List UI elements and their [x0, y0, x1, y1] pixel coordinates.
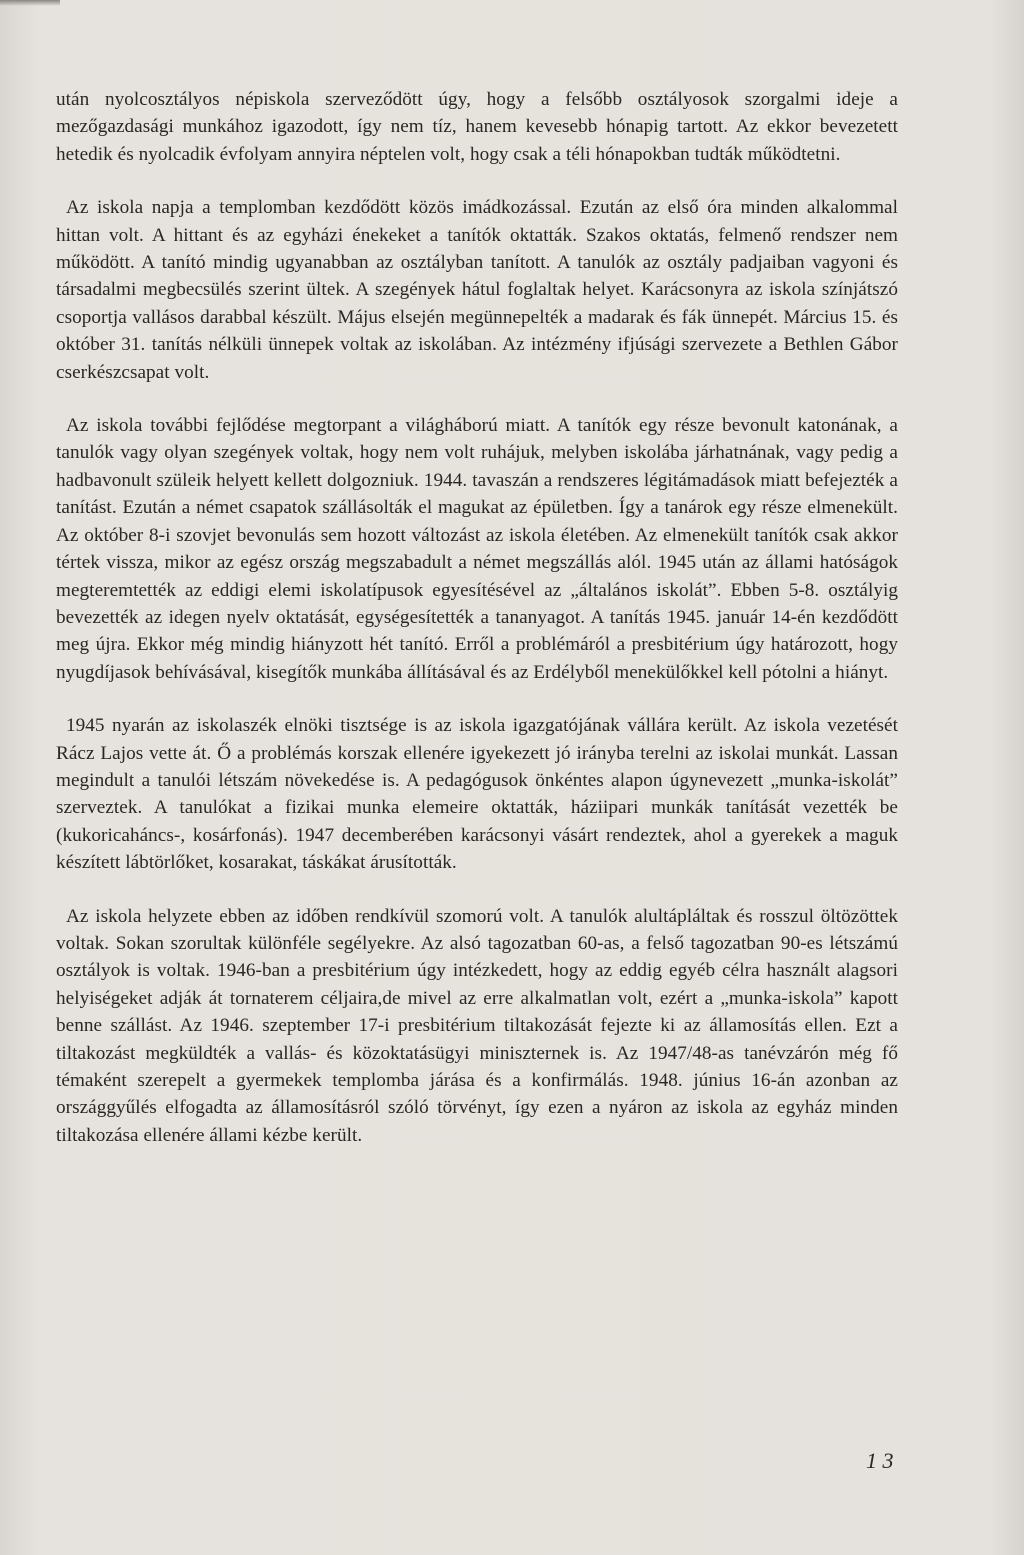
paragraph-school-day: Az iskola napja a templomban kezdődött közös imádkozással. Ezután az első óra minden alkalommal hittan volt. A hittant és az egyházi énekeket a tanítók oktatták. Szakos oktatás, felmenő rendszer nem működött. A tanító mindig ugyanabban az osztályban tanított. A tanulók az osztály padjaiban vagyoni és társadalmi megbecsülés szerint ültek. A szegények hátul foglaltak helyet. Karácsonyra az iskola színjátszó csoportja vallásos darabbal készült. Május elsején megünnepelték a madarak és fák ünnepét. Március 15. és október 31. tanítás nélküli ünnepek voltak az iskolában. Az intézmény ifjúsági szervezete a Bethlen Gábor cserkészcsapat volt. [56, 197, 898, 383]
paragraph-school-situation: Az iskola helyzete ebben az időben rendkívül szomorú volt. A tanulók alultápláltak és rosszul öltözöttek voltak. Sokan szorultak különféle segélyekre. Az alsó tagozatban 60-as, a felső tagozatban 90-es létszámú osztályok is voltak. 1946-ban a presbitérium úgy intézkedett, hogy az eddig egyéb célra használt alagsori helyiségeket adják át tornaterem céljaira,de mivel az erre alkalmatlan volt, ezért a „munka-iskola” kapott benne szállást. Az 1946. szeptember 17-i presbitérium tiltakozását fejezte ki az államosítás ellen. Ezt a tiltakozást megküldték a vallás- és közoktatásügyi miniszternek is. Az 1947/48-as tanévzárón még fő témaként szerepelt a gyermekek templomba járása és a konfirmálás. 1948. június 16-án azonban az országgyűlés elfogadta az államosításról szóló törvényt, így ezen a nyáron az iskola az egyház minden tiltakozása ellenére állami kézbe került. [56, 905, 898, 1146]
paragraph-gap [56, 386, 898, 412]
paragraph-gap [56, 877, 898, 903]
paragraph-gap [56, 686, 898, 712]
page-number: 1 3 [866, 1448, 894, 1473]
paragraph-gap [56, 168, 898, 194]
paragraph-war-years: Az iskola további fejlődése megtorpant a világháború miatt. A tanítók egy része bevonult katonának, a tanulók vagy olyan szegények voltak, hogy nem volt ruhájuk, melyben iskolába járhatnának, vagy pedig a hadbavonult szüleik helyett kellett dolgozniuk. 1944. tavaszán a rendszeres légitámadások miatt befejezték a tanítást. Ezután a német csapatok szállásolták el magukat az épületben. Így a tanárok egy része elmenekült. Az október 8-i szovjet bevonulás sem hozott változást az iskola életében. Az elmenekült tanítók csak akkor tértek vissza, mikor az egész ország megszabadult a német megszállás alól. 1945 után az állami hatóságok megteremtették az eddigi elemi iskolatípusok egyesítésével az „általános iskolát”. Ebben 5-8. osztályig bevezették az idegen nyelv oktatását, egységesítették a tananyagot. A tanítás 1945. január 14-én kezdődött meg újra. Ekkor még mindig hiányzott hét tanító. Erről a problémáról a presbitérium úgy határozott, hogy nyugdíjasok behívásával, kisegítők munkába állításával és az Erdélyből menekülőkkel kell pótolni a hiányt. [56, 415, 898, 683]
binding-shadow [0, 0, 60, 6]
paragraph-1945-summer: 1945 nyarán az iskolaszék elnöki tisztsége is az iskola igazgatójának vállára került. Az iskola vezetését Rácz Lajos vette át. Ő a problémás korszak ellenére igyekezett jó irányba terelni az iskolai munkát. Lassan megindult a tanulói létszám növekedése is. A pedagógusok önkéntes alapon úgynevezett „munka-iskolát” szerveztek. A tanulókat a fizikai munka elemeire oktatták, háziipari munkák tanítását vezették be (kukoricaháncs-, kosárfonás). 1947 decemberében karácsonyi vásárt rendeztek, ahol a gyerekek a maguk készített lábtörlőket, kosarakat, táskákat árusították. [56, 715, 898, 874]
paragraph-continuation: után nyolcosztályos népiskola szerveződött úgy, hogy a felsőbb osztályosok szorgalmi ideje a mezőgazdasági munkához igazodott, így nem tíz, hanem kevesebb hónapig tartott. Az ekkor bevezetett hetedik és nyolcadik évfolyam annyira néptelen volt, hogy csak a téli hónapokban tudták működtetni. [56, 89, 898, 165]
body-text [56, 86, 898, 1149]
